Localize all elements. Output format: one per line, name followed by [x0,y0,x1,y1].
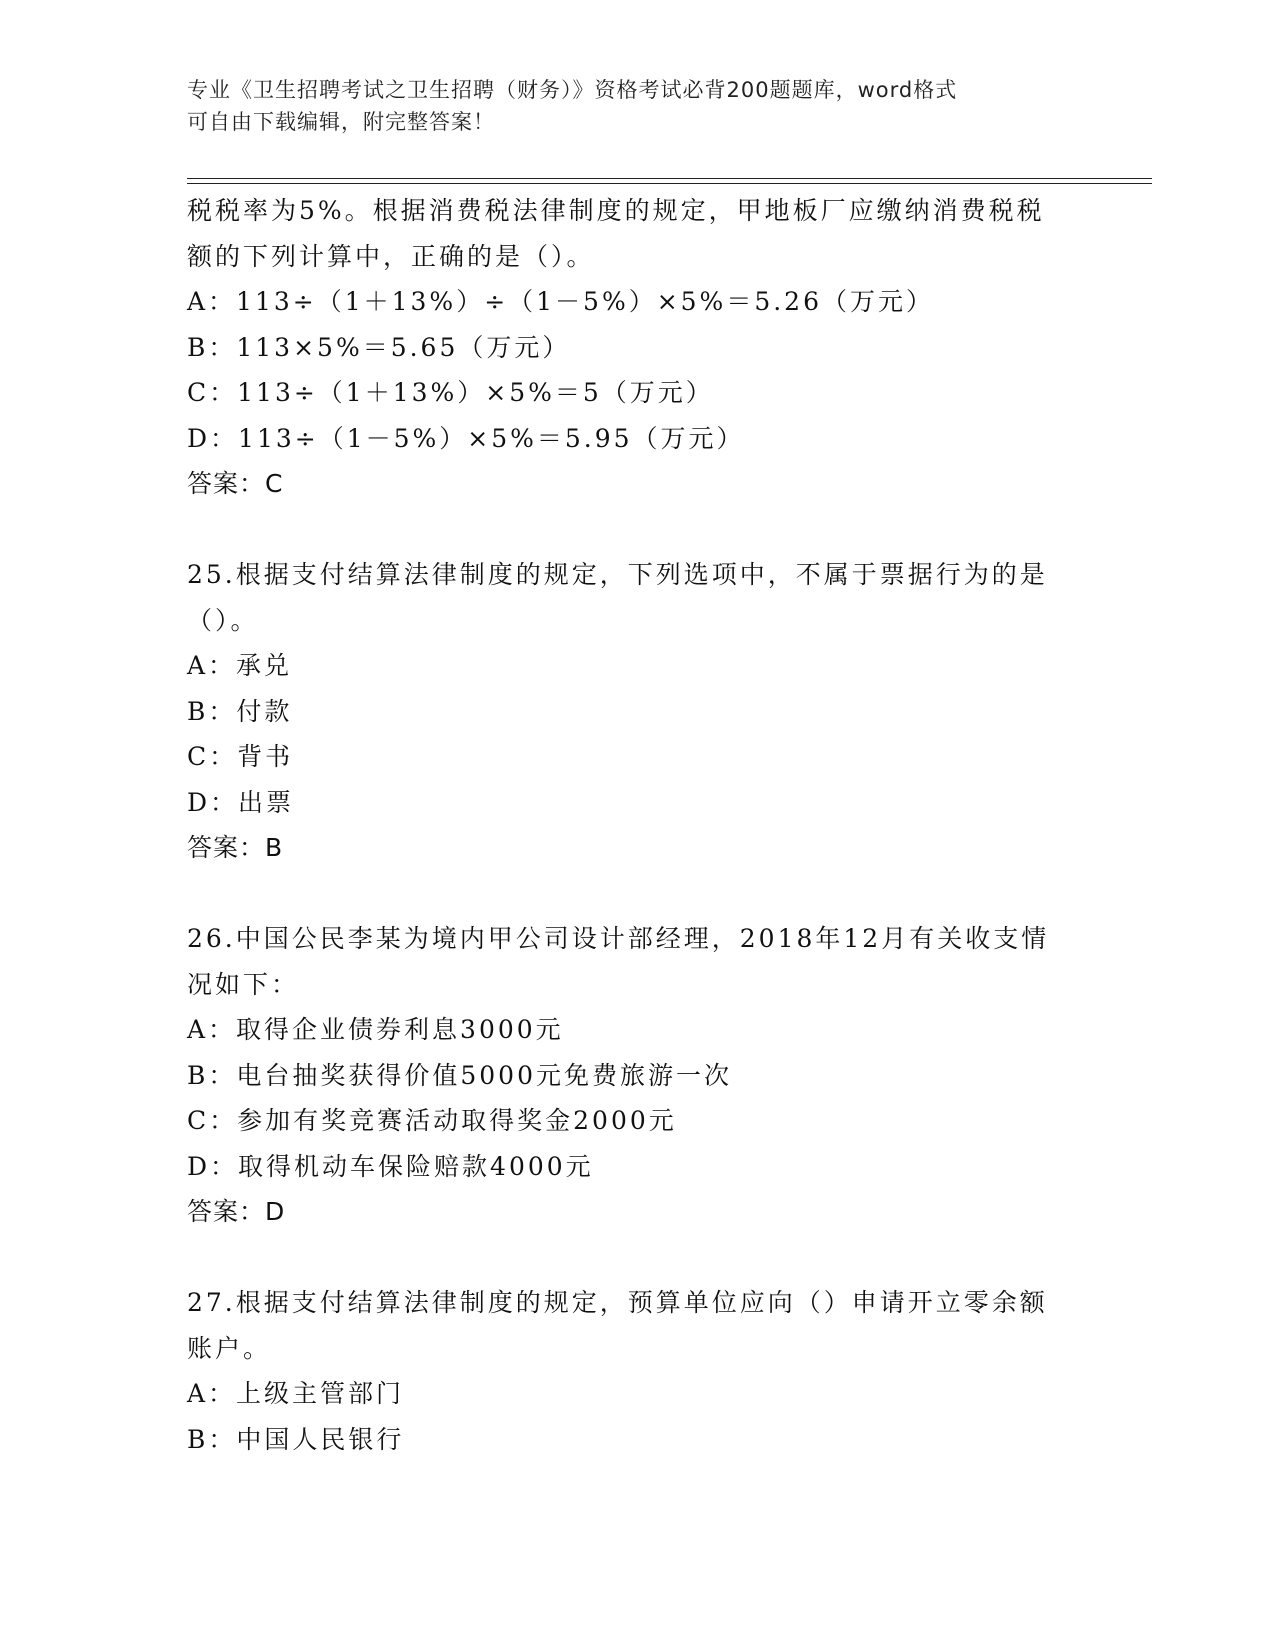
question-27 [187,1280,1087,1462]
question-text-line: 况如下： [187,969,300,999]
question-text-line: 税税率为5%。根据消费税法律制度的规定，甲地板厂应缴纳消费税税 [187,196,1045,225]
answer: 答案：D [187,1197,286,1226]
document-header [187,74,1087,138]
document-body [187,188,1087,1462]
option-a: A：上级主管部门 [187,1379,405,1408]
spacer [187,1235,1087,1281]
spacer [187,507,1087,553]
question-text-line: （）。 [187,605,259,635]
question-text-line: 25.根据支付结算法律制度的规定，下列选项中，不属于票据行为的是 [187,560,1048,589]
spacer [187,871,1087,917]
option-d: D：113÷（1－5%）×5%＝5.95（万元） [187,423,745,453]
option-a: A：承兑 [187,651,293,680]
option-a: A：113÷（1＋13%）÷（1－5%）×5%＝5.26（万元） [187,287,934,316]
option-b: B：中国人民银行 [187,1424,405,1454]
question-text-line: 额的下列计算中，正确的是（）。 [187,241,595,271]
question-text-line: 26.中国公民李某为境内甲公司设计部经理，2018年12月有关收支情 [187,924,1050,953]
header-rule-top [187,178,1152,179]
question-text-line: 账户。 [187,1333,272,1363]
question-25 [187,552,1087,871]
header-line-2: 可自由下载编辑，附完整答案！ [187,110,495,134]
option-c: C：参加有奖竞赛活动取得奖金2000元 [187,1106,677,1135]
header-rule-bottom [187,183,1152,184]
option-b: B：电台抽奖获得价值5000元免费旅游一次 [187,1060,732,1090]
question-26 [187,916,1087,1235]
question-text-line: 27.根据支付结算法律制度的规定，预算单位应向（）申请开立零余额 [187,1288,1048,1317]
question-24-continued [187,188,1087,507]
option-c: C：113÷（1＋13%）×5%＝5（万元） [187,378,714,407]
answer: 答案：B [187,833,284,862]
header-line-1: 专业《卫生招聘考试之卫生招聘（财务）》资格考试必背200题题库，word格式 [187,78,958,102]
answer: 答案：C [187,469,284,498]
option-d: D：出票 [187,787,295,817]
option-b: B：付款 [187,696,293,726]
option-d: D：取得机动车保险赔款4000元 [187,1151,594,1181]
option-c: C：背书 [187,742,294,771]
option-a: A：取得企业债券利息3000元 [187,1015,564,1044]
option-b: B：113×5%＝5.65（万元） [187,332,571,362]
